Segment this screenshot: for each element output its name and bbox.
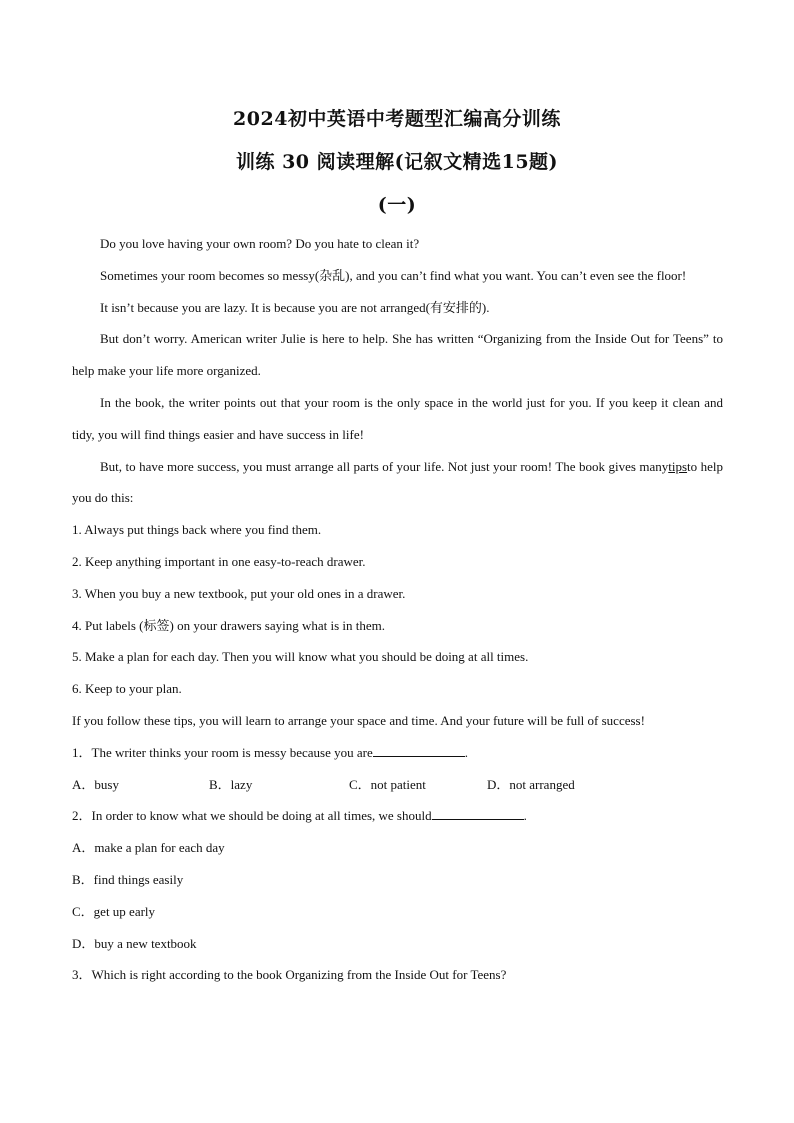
tip-2: 2. Keep anything important in one easy-to-reach drawer. xyxy=(72,553,366,569)
tip-6: 6. Keep to your plan. xyxy=(72,681,182,697)
closing-paragraph: If you follow these tips, you will learn to arrange your space and time. And your future will be full of success! xyxy=(72,712,645,728)
answer-blank-1 xyxy=(373,744,465,757)
q2-option-a: A．make a plan for each day xyxy=(72,840,225,856)
paragraph-6 xyxy=(72,451,723,515)
paragraph-5: In the book, the writer points out that your room is the only space in the world just for you. If you keep it clean and tidy, you will find things easier and have success in life! xyxy=(72,394,723,442)
q1-option-c: C．not patient xyxy=(349,776,426,792)
q1-option-b: B．lazy xyxy=(209,776,253,792)
paragraph-3: It isn’t because you are lazy. It is because you are not arranged(有安排的). xyxy=(100,299,490,315)
answer-blank-2 xyxy=(432,807,524,820)
question-2-stem: 2．In order to know what we should be doing at all times, we should xyxy=(72,808,432,824)
paragraph-1: Do you love having your own room? Do you hate to clean it? xyxy=(100,236,420,251)
tip-4: 4. Put labels (标签) on your drawers saying what is in them. xyxy=(72,617,386,633)
underlined-word-tips: tips xyxy=(668,458,688,474)
document-title: 2024初中英语中考题型汇编高分训练 xyxy=(233,108,561,130)
q1-option-a: A．busy xyxy=(72,776,119,792)
paragraph-6-end: to help you do this: xyxy=(72,458,723,506)
passage-body xyxy=(72,228,723,991)
question-1-options xyxy=(72,769,723,801)
tip-3: 3. When you buy a new textbook, put your old ones in a drawer. xyxy=(72,585,406,601)
section-heading: (一) xyxy=(377,194,417,216)
question-2: 2．In order to know what we should be doing at all times, we should . xyxy=(72,808,527,824)
tip-1: 1. Always put things back where you find them. xyxy=(72,522,322,538)
q2-option-c: C．get up early xyxy=(72,903,156,919)
question-1-stem: 1．The writer thinks your room is messy because you are xyxy=(72,744,373,760)
q1-option-d: D．not arranged xyxy=(487,776,575,792)
paragraph-2: Sometimes your room becomes so messy(杂乱), and you can’t find what you want. You can’t even see the floor! xyxy=(100,267,687,283)
question-1: 1．The writer thinks your room is messy because you are . xyxy=(72,744,468,760)
q2-option-b: B．find things easily xyxy=(72,871,184,887)
tip-5: 5. Make a plan for each day. Then you will know what you should be doing at all times. xyxy=(72,649,529,665)
q2-option-d: D．buy a new textbook xyxy=(72,935,197,951)
paragraph-6-text: But, to have more success, you must arrange all parts of your life. Not just your room! The book gives many xyxy=(100,458,669,474)
document-subtitle: 训练 30 阅读理解(记叙文精选15题) xyxy=(235,151,559,173)
question-3: 3．Which is right according to the book Organizing from the Inside Out for Teens? xyxy=(72,967,507,983)
paragraph-4: But don’t worry. American writer Julie is here to help. She has written “Organizing from the Inside Out for Teens” to help make your life more organized. xyxy=(72,331,723,379)
